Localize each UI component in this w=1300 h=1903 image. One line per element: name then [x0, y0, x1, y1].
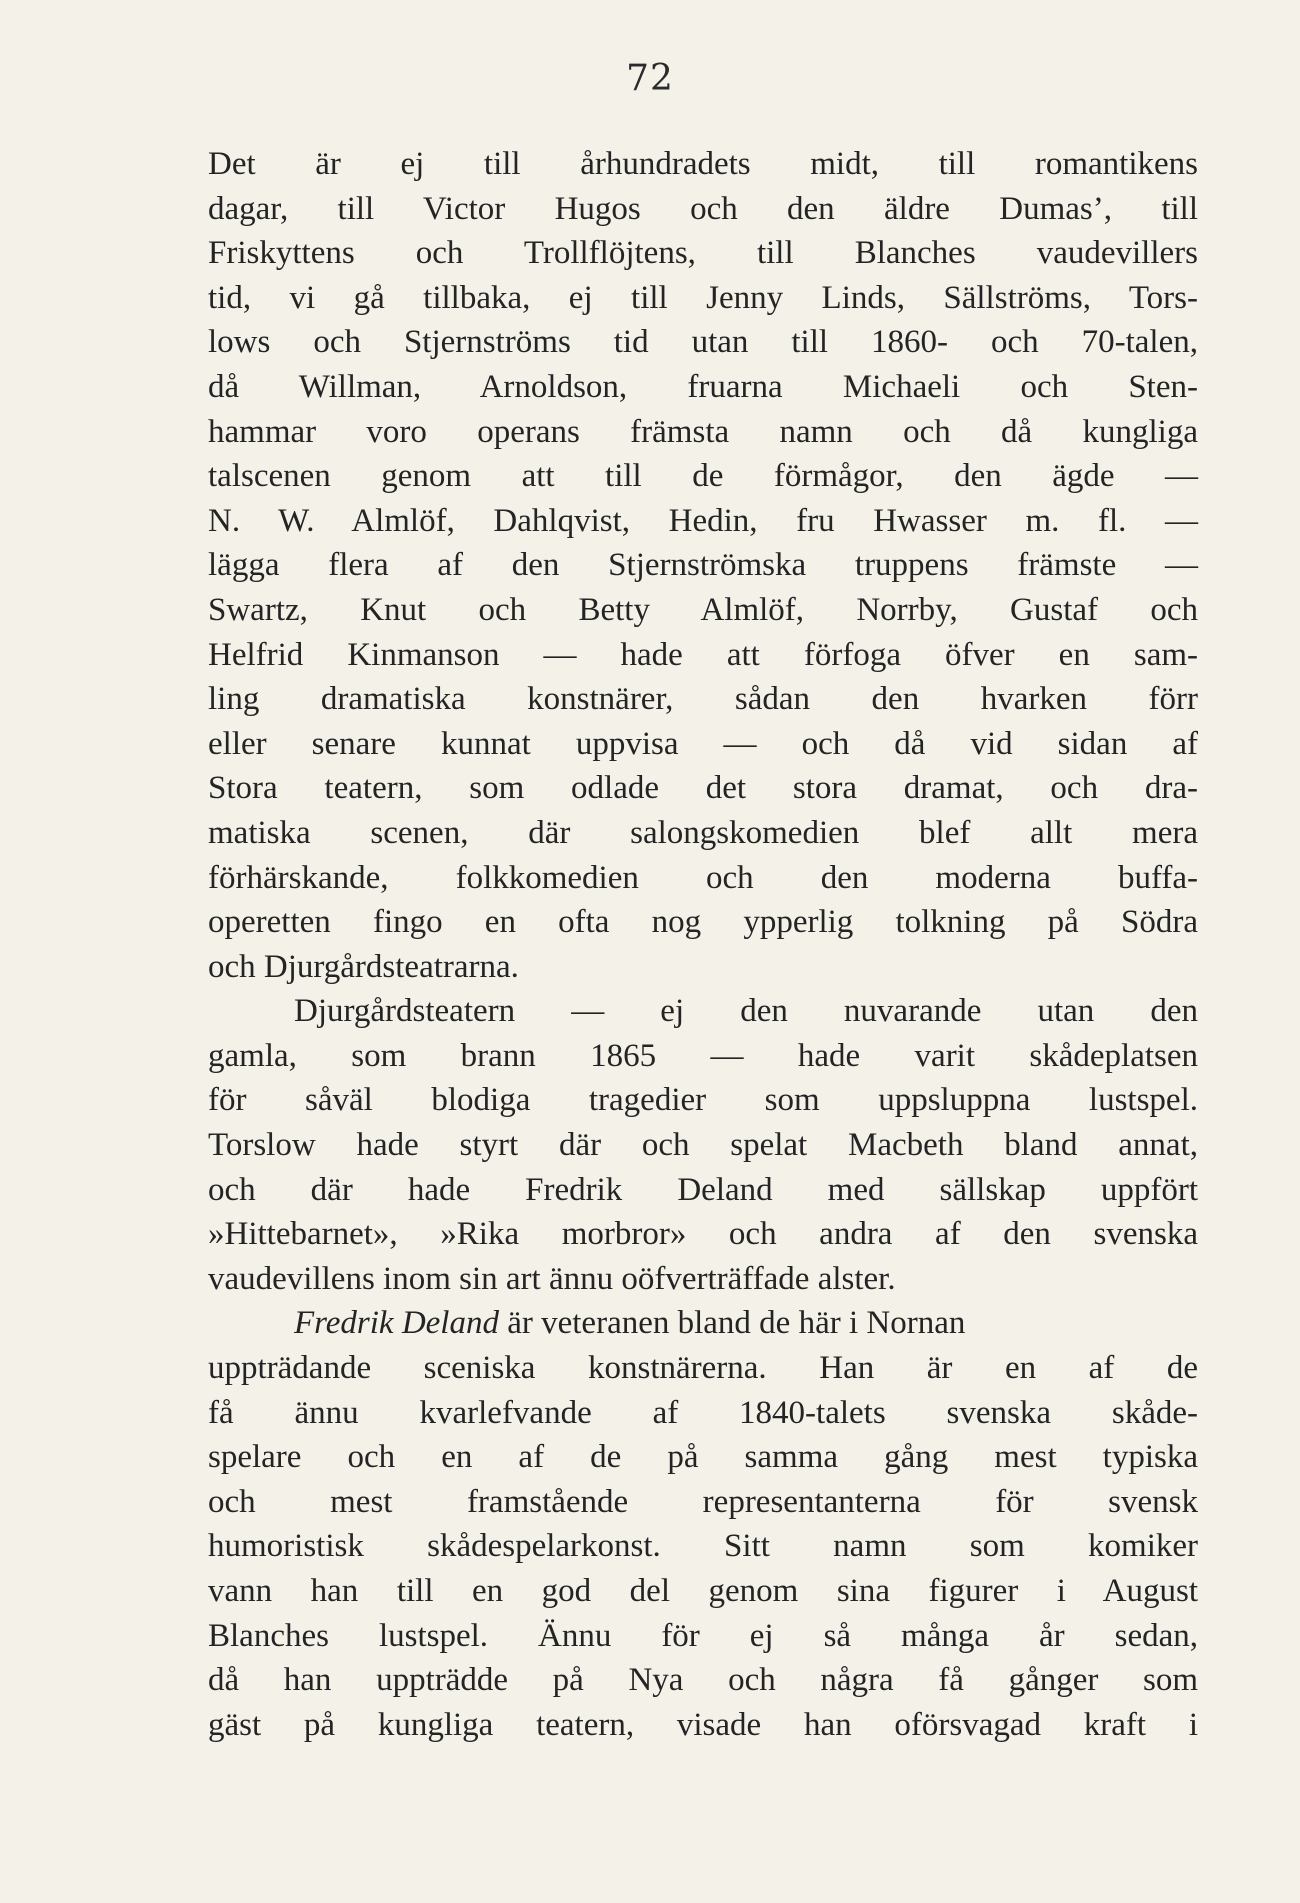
text-line: lows och Stjernströms tid utan till 1860- och 70-talen, [208, 324, 1198, 361]
text-line: Friskyttens och Trollflöjtens, till Blanches vaudevillers [208, 235, 1198, 272]
page-number: 72 [626, 58, 674, 99]
text-line: »Hittebarnet», »Rika morbror» och andra af den svenska [208, 1216, 1198, 1253]
text-line: eller senare kunnat uppvisa — och då vid sidan af [208, 725, 1198, 762]
text-line: vann han till en god del genom sina figurer i August [208, 1573, 1198, 1609]
text-line: Djurgårdsteatern — ej den nuvarande utan den [294, 993, 1198, 1030]
text-line: tid, vi gå tillbaka, ej till Jenny Linds, Sällströms, Tors- [208, 279, 1198, 316]
text-line: lägga flera af den Stjernströmska truppens främste — [208, 547, 1198, 584]
text-line: för såväl blodiga tragedier som uppsluppna lustspel. [208, 1082, 1198, 1119]
text-line: gamla, som brann 1865 — hade varit skådeplatsen [208, 1037, 1198, 1074]
text-line: Helfrid Kinmanson — hade att förfoga öfver en sam- [208, 636, 1198, 673]
text-line: förhärskande, folkkomedien och den moderna buffa- [208, 859, 1198, 896]
text-line: operetten fingo en ofta nog ypperlig tolkning på Södra [208, 904, 1198, 941]
text-line: matiska scenen, där salongskomedien blef allt mera [208, 814, 1198, 851]
text-line: få ännu kvarlefvande af 1840-talets svenska skåde- [208, 1394, 1198, 1431]
text-line: humoristisk skådespelarkonst. Sitt namn som komiker [208, 1528, 1198, 1565]
text-line [208, 1301, 1198, 1346]
text-line: och Djurgårdsteatrarna. [208, 948, 519, 985]
text-line: Blanches lustspel. Ännu för ej så många år sedan, [208, 1617, 1198, 1654]
italic-name: Fredrik Deland [294, 1305, 499, 1342]
text-line: vaudevillens inom sin art ännu oöfverträffade alster. [208, 1260, 896, 1297]
text-line: dagar, till Victor Hugos och den äldre Dumas’, till [208, 190, 1198, 227]
text-line: gäst på kungliga teatern, visade han oförsvagad kraft i [208, 1706, 1198, 1743]
text-line: då Willman, Arnoldson, fruarna Michaeli och Sten- [208, 368, 1198, 405]
text-line: ling dramatiska konstnärer, sådan den hvarken förr [208, 681, 1198, 718]
text-line: Swartz, Knut och Betty Almlöf, Norrby, Gustaf och [208, 591, 1198, 628]
text-line-continuation: är veteranen bland de här i Nornan [498, 1305, 966, 1342]
text-line: Det är ej till århundradets midt, till romantikens [208, 146, 1198, 182]
text-line: spelare och en af de på samma gång mest typiska [208, 1439, 1198, 1476]
text-line: uppträdande sceniska konstnärerna. Han är en af de [208, 1350, 1198, 1387]
text-line: och där hade Fredrik Deland med sällskap uppfört [208, 1171, 1198, 1208]
text-line: Torslow hade styrt där och spelat Macbeth bland annat, [208, 1127, 1198, 1164]
text-line: och mest framstående representanterna för svensk [208, 1483, 1198, 1520]
text-line: talscenen genom att till de förmågor, den ägde — [208, 458, 1198, 495]
text-line: hammar voro operans främsta namn och då kungliga [208, 413, 1198, 450]
text-line: då han uppträdde på Nya och några få gånger som [208, 1662, 1198, 1699]
body-text [208, 142, 1198, 1747]
text-line: N. W. Almlöf, Dahlqvist, Hedin, fru Hwasser m. fl. — [208, 502, 1198, 539]
text-line: Stora teatern, som odlade det stora dramat, och dra- [208, 770, 1198, 807]
